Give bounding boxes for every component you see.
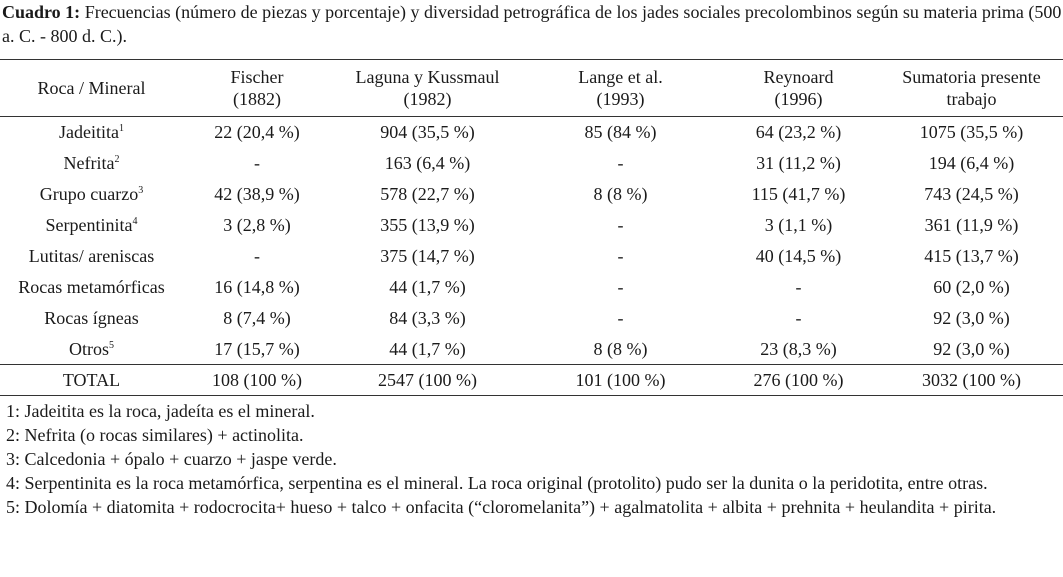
footnote-3: 3: Calcedonia + ópalo + cuarzo + jaspe verde. [6,449,337,469]
cell-sumatoria: 194 (6,4 %) [928,153,1015,173]
row-label: Lutitas/ areniscas [28,246,155,266]
cell-reynoard: 40 (14,5 %) [755,246,842,266]
cell-lange: - [617,246,624,266]
cell-reynoard: 3 (1,1 %) [764,215,833,235]
footnote-ref: 4 [132,216,138,227]
row-label: Rocas metamórficas [18,277,165,297]
row-label: Jadeitita$^1$ [59,122,124,143]
footnote-ref: 5 [109,339,114,351]
header-line-2: trabajo [946,89,997,109]
cell-lange: 85 (84 %) [584,122,657,143]
row-label: Otros$^5$ [69,338,114,359]
cell-lange: - [617,308,624,328]
cell-reynoard: - [795,308,802,328]
cell-fischer: 8 (7,4 %) [223,308,291,328]
cell-laguna: 84 (3,3 %) [389,308,466,328]
header-line-1: Reynoard [763,67,834,87]
cell-lange: - [617,153,624,173]
footnotes [6,399,1058,519]
header-line-2: (1993) [596,89,645,109]
total-laguna: 2547 (100 %) [378,370,477,390]
cell-fischer: 42 (38,9 %) [214,184,300,204]
table-row [0,272,1063,303]
cell-sumatoria: 60 (2,0 %) [933,277,1010,297]
footnote-1: 1: Jadeitita es la roca, jadeíta es el mineral. [6,401,315,421]
cell-lange: 8 (8 %) [593,184,648,204]
footnote-4: 4: Serpentinita es la roca metamórfica, serpentina es el mineral. La roca original (protolito) pudo ser la dunita o la peridotita, entre otras. [6,473,988,493]
cell-sumatoria: 361 (11,9 %) [924,215,1019,235]
footnote-ref: 3 [138,185,144,196]
row-label: Serpentinita$^4$ [45,215,138,235]
row-label: Rocas ígneas [44,308,139,328]
total-lange: 101 (100 %) [575,370,666,390]
header-line-1: Roca / Mineral [37,78,146,98]
footnote-ref: 1 [118,123,124,135]
cell-fischer: - [254,246,260,266]
table-caption [2,0,1062,48]
header-line-1: Lange et al. [578,67,663,87]
caption-text: Frecuencias (número de piezas y porcentaje) y diversidad petrográfica de los jades sociales precolombinos según su materia prima (500 a. C. - 800 d. C.). [2,2,1062,46]
header-fischer [183,60,331,117]
cell-laguna: 44 (1,7 %) [389,277,466,297]
cell-laguna: 355 (13,9 %) [380,215,475,235]
table-row [0,148,1063,179]
frequency-table [0,59,1063,396]
total-label: TOTAL [62,370,121,390]
cell-fischer: 3 (2,8 %) [223,215,291,235]
footnote-5: 5: Dolomía + diatomita + rodocrocita+ hueso + talco + onfacita (“cloromelanita”) + agalmatolita + albita + prehnita + heulandita + pirita. [6,497,997,517]
header-line-1: Sumatoria presente [902,67,1041,87]
cell-reynoard: 31 (11,2 %) [756,153,841,173]
cell-laguna: 375 (14,7 %) [380,246,475,266]
cell-fischer: - [254,153,260,173]
cell-reynoard: 23 (8,3 %) [760,338,837,359]
table-row [0,179,1063,210]
table-header [0,60,1063,117]
footnote-ref: 2 [114,154,120,165]
table-body [0,117,1063,396]
table-row [0,117,1063,148]
cell-lange: 8 (8 %) [593,338,648,359]
cell-fischer: 16 (14,8 %) [214,277,300,297]
total-sumatoria: 3032 (100 %) [922,370,1021,390]
row-label: Nefrita$^2$ [63,153,120,173]
header-line-2: (1882) [233,89,281,109]
footnote-2: 2: Nefrita (o rocas similares) + actinolita. [6,425,304,445]
cell-reynoard: - [795,277,802,297]
header-reynoard [717,60,880,117]
header-line-2: (1996) [774,89,823,109]
table-row [0,303,1063,334]
cell-fischer: 22 (20,4 %) [214,122,300,143]
cell-sumatoria: 415 (13,7 %) [924,246,1019,266]
cell-sumatoria: 743 (24,5 %) [924,184,1019,204]
total-fischer: 108 (100 %) [212,370,302,390]
header-sumatoria [880,60,1063,117]
header-line-1: Laguna y Kussmaul [355,67,500,87]
total-reynoard: 276 (100 %) [753,370,844,390]
header-line-2: (1982) [403,89,452,109]
cell-reynoard: 115 (41,7 %) [751,184,846,204]
cell-sumatoria: 1075 (35,5 %) [919,122,1024,143]
header-laguna-kussmaul [331,60,524,117]
cell-laguna: 163 (6,4 %) [384,153,471,173]
cell-lange: - [617,277,624,297]
header-rock-mineral [0,60,183,117]
header-lange [524,60,717,117]
cell-laguna: 578 (22,7 %) [380,184,475,204]
header-line-1: Fischer [230,67,284,87]
total-row [0,365,1063,396]
header-row [0,60,1063,117]
cell-sumatoria: 92 (3,0 %) [933,338,1010,359]
cell-laguna: 904 (35,5 %) [380,122,475,143]
cell-lange: - [617,215,624,235]
cell-reynoard: 64 (23,2 %) [755,122,842,143]
row-label: Grupo cuarzo$^3$ [39,184,144,204]
cell-laguna: 44 (1,7 %) [389,338,466,359]
table-row [0,210,1063,241]
cell-sumatoria: 92 (3,0 %) [933,308,1010,328]
table-row [0,334,1063,365]
caption-label: Cuadro 1: [2,2,81,22]
cell-fischer: 17 (15,7 %) [214,338,300,359]
table-row [0,241,1063,272]
